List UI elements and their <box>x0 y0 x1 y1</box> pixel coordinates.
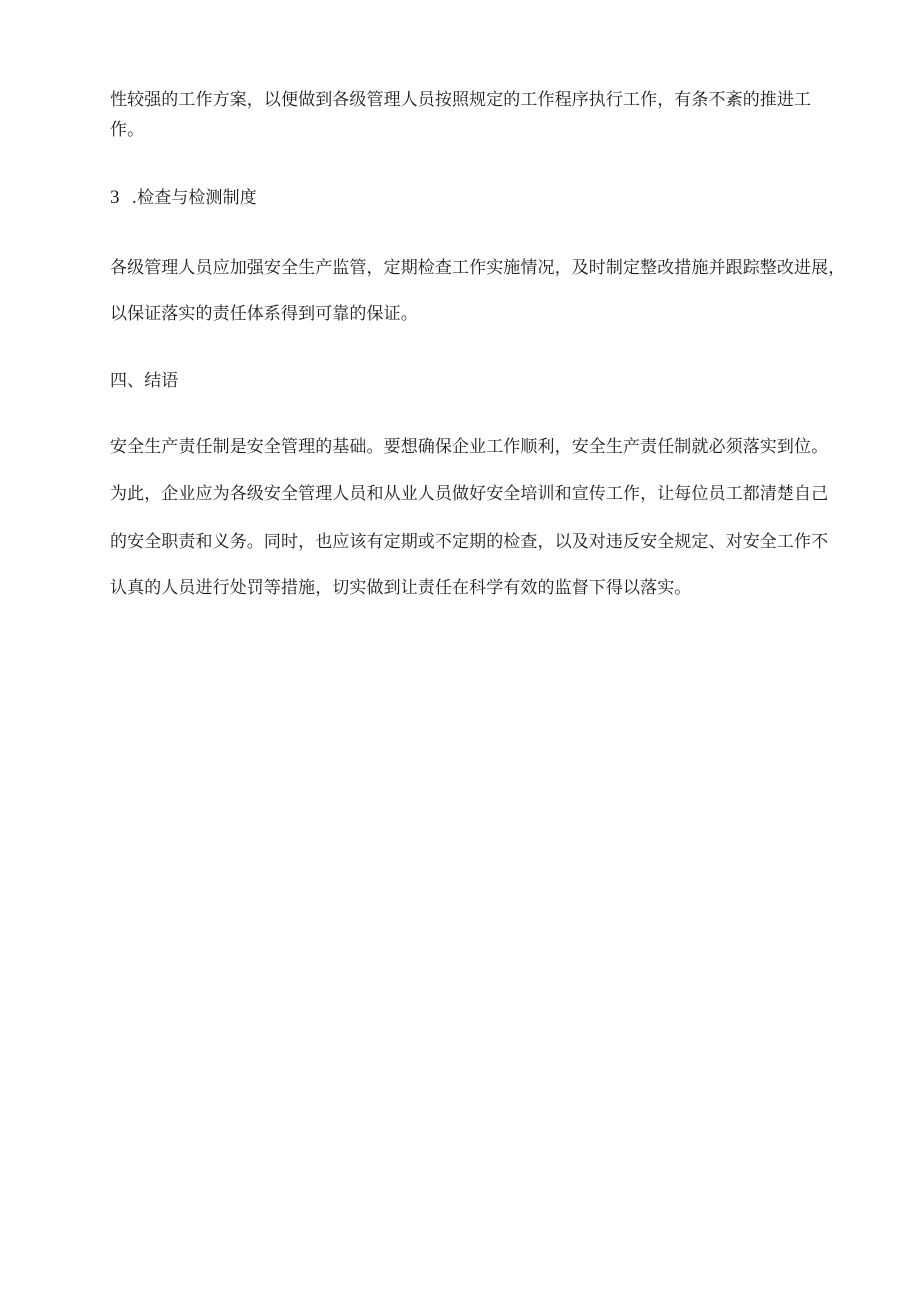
paragraph-line: 安全生产责任制是安全管理的基础。要想确保企业工作顺利，安全生产责任制就必须落实到位。 <box>110 437 829 457</box>
paragraph-line: 各级管理人员应加强安全生产监管，定期检查工作实施情况，及时制定整改措施并跟踪整改进展， <box>110 258 846 278</box>
heading-text: .检查与检测制度 <box>131 188 257 208</box>
paragraph-line: 的安全职责和义务。同时，也应该有定期或不定期的检查，以及对违反安全规定、对安全工作不 <box>110 532 829 552</box>
paragraph-line: 为此，企业应为各级安全管理人员和从业人员做好安全培训和宣传工作，让每位员工都清楚自己 <box>110 484 829 504</box>
paragraph-line: 以保证落实的责任体系得到可靠的保证。 <box>110 304 418 324</box>
heading-number: 3 <box>110 187 120 208</box>
section-heading-4: 四、结语 <box>110 371 179 391</box>
paragraph-line: 认真的人员进行处罚等措施，切实做到让责任在科学有效的监督下得以落实。 <box>110 578 692 598</box>
paragraph-line: 作。 <box>110 120 145 140</box>
paragraph-line: 性较强的工作方案，以便做到各级管理人员按照规定的工作程序执行工作，有条不紊的推进工 <box>110 90 812 110</box>
section-heading-3 <box>110 187 830 209</box>
